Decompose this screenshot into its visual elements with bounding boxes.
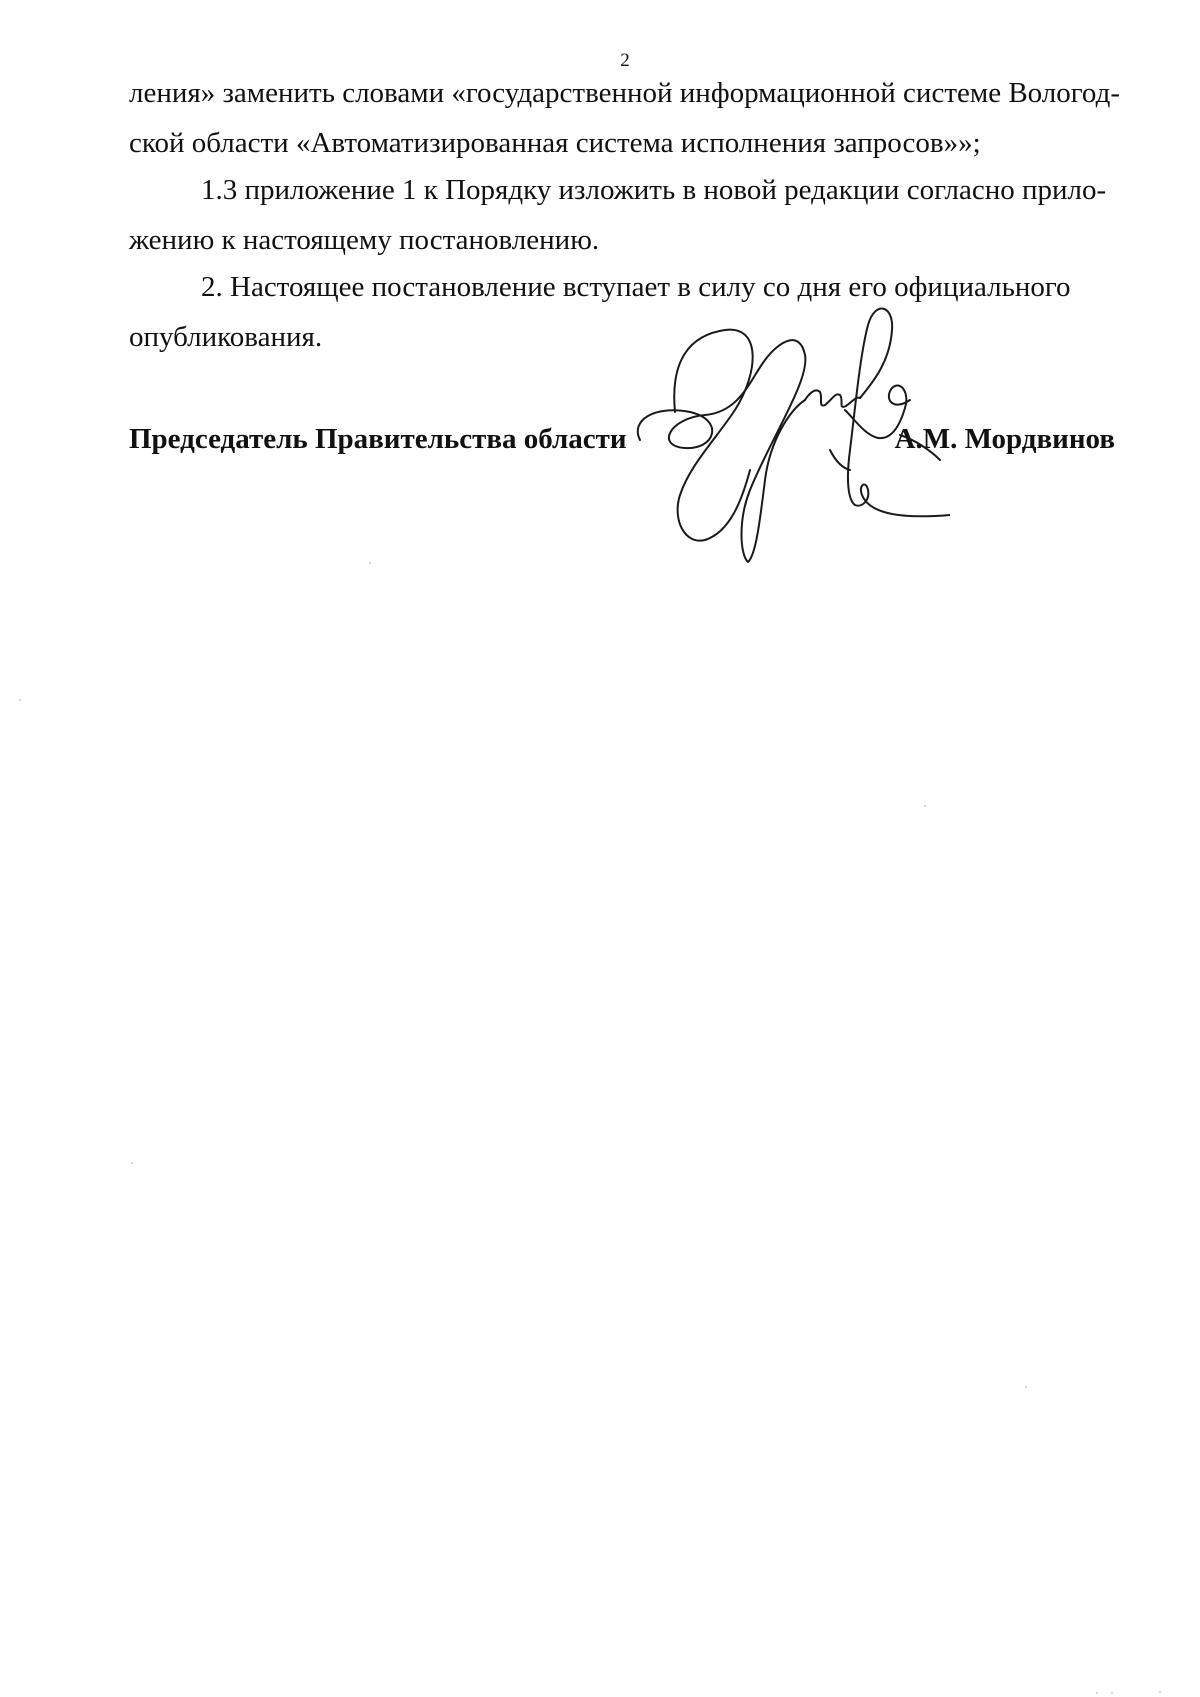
paragraph-line: жению к настоящему постановлению. [129, 224, 600, 256]
paragraph-line: опубликования. [129, 321, 323, 353]
signatory-title: Председатель Правительства области [129, 423, 627, 455]
paragraph-line: ской области «Автоматизированная система исполнения запросов»»; [129, 127, 981, 159]
paragraph-line: 2. Настоящее постановление вступает в силу со дня его официального [201, 271, 1071, 303]
page-number: 2 [620, 50, 630, 71]
paragraph-replacement [129, 68, 1121, 168]
signature-block [129, 423, 1121, 473]
paragraph-appendix [129, 165, 1121, 265]
handwritten-signature [630, 300, 950, 565]
paragraph-line: ления» заменить словами «государственной информационной системе Вологод- [129, 77, 1121, 109]
paragraph-line: 1.3 приложение 1 к Порядку изложить в новой редакции согласно прило- [201, 174, 1107, 206]
paragraph-effective-date [129, 262, 1121, 362]
signatory-name: А.М. Мордвинов [894, 423, 1115, 455]
